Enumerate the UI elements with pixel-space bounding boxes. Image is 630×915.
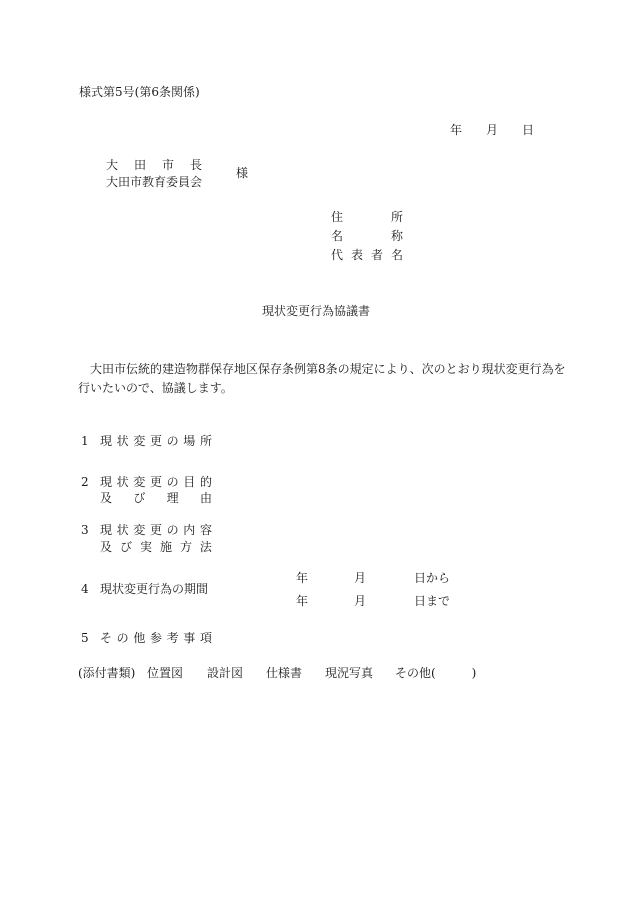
label-char: 及 (100, 540, 113, 554)
attachments-label: (添付書類) (78, 666, 136, 680)
label-char: 状 (116, 523, 129, 537)
label-char: 変 (133, 434, 146, 448)
date-year: 年 (450, 123, 463, 137)
label-char: 現 (100, 475, 113, 489)
applicant-char: 名 (390, 248, 403, 262)
addressee-char: 大 (106, 158, 119, 172)
addressee-char: 市 (161, 158, 174, 172)
form-label: 様式第5号(第6条関係) (79, 85, 200, 99)
applicant-name-label (331, 230, 403, 242)
period-to-day: 日まで (414, 594, 451, 608)
label-char: 施 (159, 540, 172, 554)
item-number: 5 (81, 631, 89, 645)
attachment-design-drawing: 設計図 (207, 666, 244, 680)
item-number: 2 (81, 475, 89, 489)
label-char: 内 (183, 523, 196, 537)
period-from-year: 年 (296, 571, 309, 585)
body-line-1: 大田市伝統的建造物群保存地区保存条例第8条の規定により、次のとおり現状変更行為を (90, 362, 566, 376)
label-char: 状 (116, 475, 129, 489)
attachment-location-map: 位置図 (147, 666, 184, 680)
attachment-specification: 仕様書 (266, 666, 303, 680)
item-2-label-line-2 (100, 492, 212, 504)
label-char: 所 (199, 434, 212, 448)
label-char: の (166, 434, 179, 448)
label-char: 更 (149, 475, 162, 489)
label-char: 項 (199, 631, 212, 645)
label-char: 場 (183, 434, 196, 448)
applicant-char: 表 (350, 248, 363, 262)
body-line-2: 行いたいので、協議します。 (78, 381, 233, 395)
period-to-month: 月 (354, 594, 367, 608)
addressee-char: 田 (133, 158, 146, 172)
label-char: 更 (149, 434, 162, 448)
applicant-char: 住 (331, 210, 344, 224)
applicant-char: 称 (390, 229, 403, 243)
date-day: 日 (522, 123, 535, 137)
item-3-label-line-2 (100, 541, 212, 553)
label-char: 参 (149, 631, 162, 645)
label-char: び (119, 540, 132, 554)
label-char: 現 (100, 523, 113, 537)
label-char: び (133, 491, 146, 505)
item-number: 3 (81, 523, 89, 537)
attachment-current-photo: 現況写真 (325, 666, 374, 680)
period-from-day: 日から (414, 571, 451, 585)
date-month: 月 (486, 123, 499, 137)
attachment-other: その他( ) (395, 666, 477, 680)
label-char: 更 (149, 523, 162, 537)
item-4-label: 現状変更行為の期間 (100, 582, 209, 596)
item-5-label (100, 632, 212, 644)
label-char: そ (100, 631, 113, 645)
label-char: の (166, 523, 179, 537)
addressee-mayor (106, 159, 202, 171)
label-char: 他 (133, 631, 146, 645)
label-char: 法 (199, 540, 212, 554)
label-char: 状 (116, 434, 129, 448)
addressee-board: 大田市教育委員会 (106, 175, 203, 189)
item-number: 1 (81, 434, 89, 448)
applicant-char: 代 (331, 248, 344, 262)
label-char: 理 (166, 491, 179, 505)
label-char: 由 (199, 491, 212, 505)
item-1-label (100, 435, 212, 447)
label-char: 容 (199, 523, 212, 537)
label-char: 事 (183, 631, 196, 645)
label-char: 及 (100, 491, 113, 505)
applicant-address-label (331, 211, 403, 223)
item-number: 4 (81, 582, 89, 596)
label-char: 変 (133, 475, 146, 489)
label-char: 方 (179, 540, 192, 554)
addressee-char: 長 (189, 158, 202, 172)
label-char: 現 (100, 434, 113, 448)
item-2-label-line-1 (100, 476, 212, 488)
period-from-month: 月 (354, 571, 367, 585)
label-char: 実 (139, 540, 152, 554)
applicant-representative-label (331, 249, 403, 261)
addressee-honorific: 様 (236, 166, 249, 180)
label-char: 考 (166, 631, 179, 645)
label-char: 目 (183, 475, 196, 489)
applicant-char: 名 (331, 229, 344, 243)
label-char: の (166, 475, 179, 489)
document-title: 現状変更行為協議書 (262, 304, 371, 318)
label-char: 変 (133, 523, 146, 537)
period-to-year: 年 (296, 594, 309, 608)
applicant-char: 所 (390, 210, 403, 224)
label-char: 的 (199, 475, 212, 489)
label-char: の (116, 631, 129, 645)
item-3-label-line-1 (100, 524, 212, 536)
applicant-char: 者 (370, 248, 383, 262)
